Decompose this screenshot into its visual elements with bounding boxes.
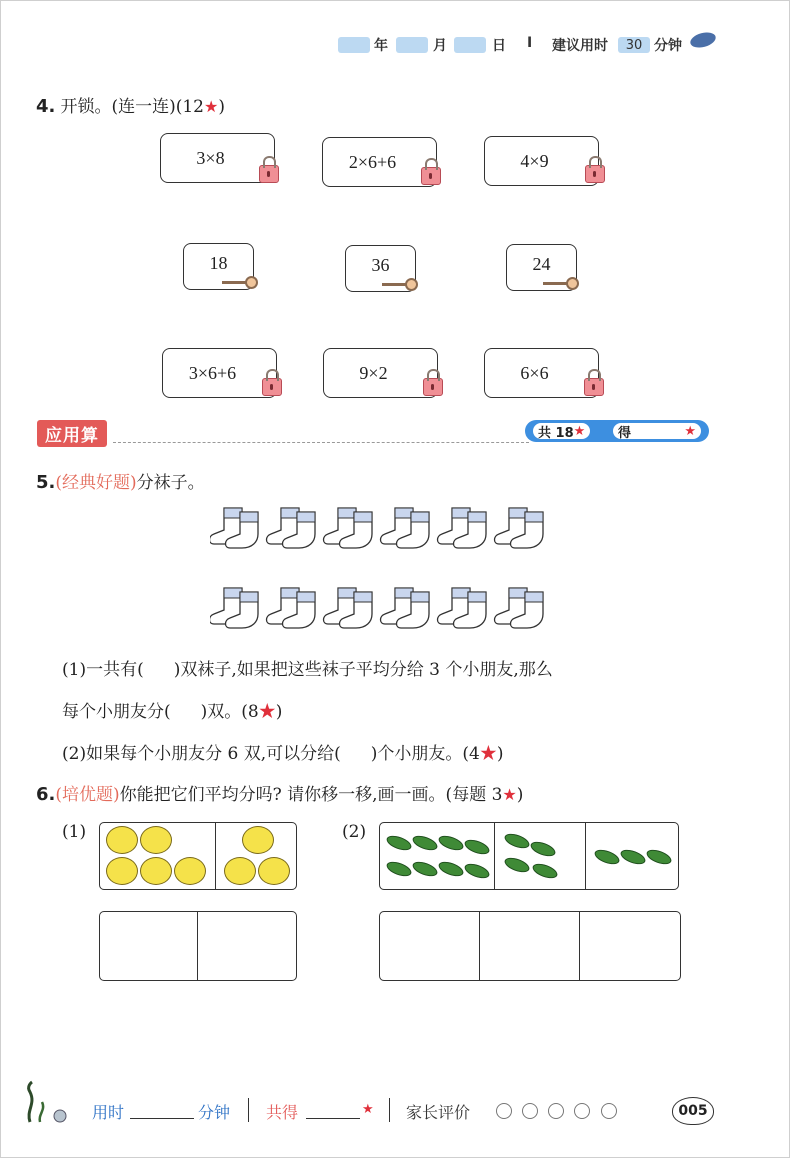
total-stars bbox=[533, 423, 590, 439]
frame-divider bbox=[197, 912, 198, 980]
star-icon: ★ bbox=[684, 423, 696, 439]
star-icon: ★ bbox=[204, 97, 219, 116]
lock-card[interactable] bbox=[323, 348, 438, 398]
q5-part1-line1 bbox=[62, 655, 553, 680]
key-number: 36 bbox=[371, 255, 390, 275]
lock-expression: 9×2 bbox=[359, 362, 388, 383]
footer-divider bbox=[389, 1098, 390, 1122]
key-icon bbox=[382, 283, 410, 286]
time-label: 用时 bbox=[92, 1103, 125, 1122]
pea-pod-icon bbox=[503, 855, 532, 875]
socks-illustration bbox=[210, 500, 560, 640]
lemon-icon bbox=[106, 857, 138, 885]
month-label: 月 bbox=[433, 38, 447, 54]
padlock-icon bbox=[584, 378, 604, 396]
lemon-icon bbox=[140, 857, 172, 885]
q5-part2 bbox=[62, 739, 503, 764]
lemon-answer-frame[interactable] bbox=[99, 911, 297, 981]
lock-expression: 6×6 bbox=[520, 362, 549, 383]
pea-pod-icon bbox=[593, 847, 622, 867]
pea-pod-icon bbox=[463, 837, 492, 857]
padlock-icon bbox=[262, 378, 282, 396]
padlock-icon bbox=[423, 378, 443, 396]
padlock-icon bbox=[259, 165, 279, 183]
pea-pod-icon bbox=[437, 859, 466, 879]
q6-label-1: (1) bbox=[62, 822, 87, 842]
q5-p1-end: )双。(8 bbox=[200, 702, 259, 722]
key-icon bbox=[543, 282, 571, 285]
frame-divider bbox=[215, 823, 216, 889]
lemon-icon bbox=[258, 857, 290, 885]
pea-pod-icon bbox=[531, 861, 560, 881]
total-blank[interactable] bbox=[306, 1118, 360, 1119]
q4-title bbox=[36, 92, 225, 117]
lock-expression: 4×9 bbox=[520, 150, 549, 171]
parent-eval-label: 家长评价 bbox=[406, 1103, 471, 1122]
suggest-unit: 分钟 bbox=[654, 38, 682, 54]
q6-number: 6. bbox=[36, 784, 56, 805]
section-bar bbox=[37, 420, 709, 444]
lemon-icon bbox=[140, 826, 172, 854]
lock-card[interactable] bbox=[484, 348, 599, 398]
smiley-icon[interactable] bbox=[574, 1103, 590, 1119]
star-icon: ★ bbox=[502, 785, 517, 804]
lemon-icon bbox=[242, 826, 274, 854]
score-field[interactable] bbox=[613, 423, 701, 439]
q6-title bbox=[36, 780, 523, 805]
q4-number: 4. bbox=[36, 96, 56, 117]
lock-expression: 3×6+6 bbox=[188, 362, 237, 383]
total-label: 共得 bbox=[266, 1103, 299, 1122]
pea-frame bbox=[379, 822, 679, 890]
lemon-icon bbox=[174, 857, 206, 885]
pea-pod-icon bbox=[385, 833, 414, 853]
star-icon: ★ bbox=[258, 702, 276, 722]
page-number: 005 bbox=[672, 1097, 714, 1125]
got-label: 得 bbox=[618, 425, 632, 441]
star-icon: ★ bbox=[362, 1102, 374, 1117]
frame-divider bbox=[585, 823, 586, 889]
smiley-icon[interactable] bbox=[601, 1103, 617, 1119]
suggest-minutes: 30 bbox=[618, 37, 650, 53]
q4-text: 开锁。(连一连)(12 bbox=[60, 97, 204, 117]
q6-close: ) bbox=[516, 785, 524, 805]
q5-p2-prefix: (2)如果每个小朋友分 6 双,可以分给( bbox=[62, 744, 341, 764]
lock-card[interactable] bbox=[160, 133, 275, 183]
padlock-icon bbox=[421, 167, 441, 185]
pea-answer-frame[interactable] bbox=[379, 911, 681, 981]
pea-pod-icon bbox=[619, 847, 648, 867]
section-divider bbox=[113, 442, 529, 443]
q6-label-2: (2) bbox=[342, 822, 367, 842]
q5-part1-line2 bbox=[62, 697, 282, 722]
lock-expression: 2×6+6 bbox=[348, 151, 397, 172]
q5-p2-close: ) bbox=[496, 744, 504, 764]
q5-title bbox=[36, 468, 205, 493]
smiley-icon[interactable] bbox=[548, 1103, 564, 1119]
q5-p1-ask: 每个小朋友分( bbox=[62, 702, 171, 722]
year-label: 年 bbox=[374, 38, 388, 54]
lock-card[interactable] bbox=[162, 348, 277, 398]
month-blank[interactable] bbox=[396, 37, 428, 53]
pea-pod-icon bbox=[437, 833, 466, 853]
q5-p1-close: ) bbox=[275, 702, 283, 722]
header-divider: I bbox=[527, 35, 533, 51]
frame-divider bbox=[579, 912, 580, 980]
lemon-icon bbox=[224, 857, 256, 885]
section-title: 应用算 bbox=[37, 420, 107, 447]
key-number: 24 bbox=[532, 254, 551, 274]
frame-divider bbox=[479, 912, 480, 980]
seaweed-icon bbox=[22, 1080, 72, 1124]
pea-pod-icon bbox=[463, 861, 492, 881]
q5-number: 5. bbox=[36, 472, 56, 493]
star-icon: ★ bbox=[573, 423, 586, 439]
padlock-icon bbox=[585, 165, 605, 183]
lock-card[interactable] bbox=[322, 137, 437, 187]
pea-pod-icon bbox=[503, 831, 532, 851]
q5-text: 分袜子。 bbox=[136, 473, 205, 493]
star-icon: ★ bbox=[479, 744, 497, 764]
pea-pod-icon bbox=[645, 847, 674, 867]
day-blank[interactable] bbox=[454, 37, 486, 53]
lock-card[interactable] bbox=[484, 136, 599, 186]
q5-p1-prefix: (1)一共有( bbox=[62, 660, 144, 680]
pea-pod-icon bbox=[411, 833, 440, 853]
q4-close: ) bbox=[218, 97, 225, 117]
q5-tag: (经典好题) bbox=[55, 473, 137, 493]
lock-expression: 3×8 bbox=[196, 147, 225, 168]
q6-text: 你能把它们平均分吗? 请你移一移,画一画。(每题 3 bbox=[119, 785, 503, 805]
pea-pod-icon bbox=[529, 839, 558, 859]
smiley-icon[interactable] bbox=[522, 1103, 538, 1119]
pea-pod-icon bbox=[411, 859, 440, 879]
lemon-icon bbox=[106, 826, 138, 854]
suggest-label: 建议用时 bbox=[552, 38, 608, 54]
key-number: 18 bbox=[209, 253, 228, 273]
time-blank[interactable] bbox=[130, 1118, 194, 1119]
day-label: 日 bbox=[492, 38, 506, 54]
total-label: 共 18 bbox=[538, 425, 574, 441]
smiley-icon[interactable] bbox=[496, 1103, 512, 1119]
footer-divider bbox=[248, 1098, 249, 1122]
q6-tag: (培优题) bbox=[55, 785, 120, 805]
key-icon bbox=[222, 281, 250, 284]
q5-p1-rest: )双袜子,如果把这些袜子平均分给 3 个小朋友,那么 bbox=[173, 660, 553, 680]
score-panel bbox=[525, 420, 709, 442]
year-blank[interactable] bbox=[338, 37, 370, 53]
frame-divider bbox=[494, 823, 495, 889]
minutes-label: 分钟 bbox=[198, 1103, 231, 1122]
pea-pod-icon bbox=[385, 859, 414, 879]
q5-p2-rest: )个小朋友。(4 bbox=[370, 744, 480, 764]
lemon-frame bbox=[99, 822, 297, 890]
